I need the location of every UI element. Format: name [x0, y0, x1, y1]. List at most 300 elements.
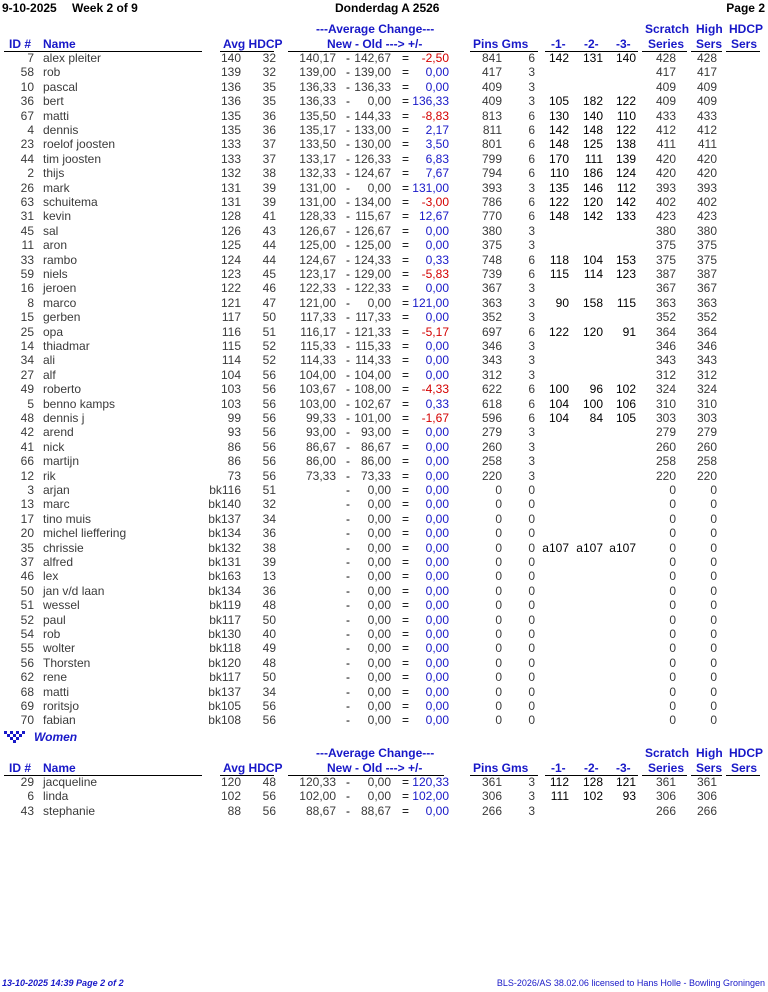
cell-high: 312	[696, 367, 717, 382]
cell-name: matti	[43, 684, 70, 699]
cell-id: 6	[27, 789, 34, 804]
table-row	[0, 555, 768, 569]
header-game-2: -2-	[584, 37, 599, 51]
cell-pins: 811	[482, 123, 502, 137]
cell-old: 0,00	[367, 583, 391, 598]
cell-g1: 135	[548, 180, 569, 195]
cell-avg: bk134	[208, 583, 241, 598]
cell-gms: 0	[528, 555, 535, 569]
cell-name: Thorsten	[43, 655, 91, 670]
table-row	[0, 656, 768, 670]
cell-gms: 0	[528, 483, 535, 497]
cell-hdcp: 43	[262, 223, 276, 238]
cell-diff: 102,00	[412, 789, 449, 804]
cell-avg: 104	[220, 367, 241, 382]
cell-high: 0	[710, 583, 717, 598]
cell-pins: 380	[481, 223, 502, 238]
cell-name: jan v/d laan	[43, 583, 105, 598]
table-row	[0, 454, 768, 468]
cell-id: 5	[27, 396, 34, 411]
cell-high: 0	[710, 699, 717, 713]
cell-diff: 0,00	[425, 569, 449, 584]
cell-pins: 409	[481, 79, 502, 94]
cell-scr: 0	[669, 497, 676, 512]
cell-pins: 343	[481, 353, 502, 368]
league-title: Donderdag A 2526	[335, 1, 440, 15]
cell-old: 86,67	[360, 439, 391, 454]
cell-gms: 3	[528, 94, 535, 109]
cell-g3: 110	[616, 108, 636, 123]
cell-id: 46	[20, 569, 34, 584]
cell-new: 115,33	[300, 339, 336, 353]
cell-new: 123,17	[299, 267, 336, 281]
cell-g3: 153	[615, 252, 636, 267]
cell-scr: 375	[655, 252, 676, 267]
cell-old: 0,00	[367, 497, 391, 512]
cell-g3: 122	[615, 123, 636, 137]
cell-scr: 0	[669, 555, 676, 569]
header-id: ID #	[9, 761, 32, 775]
cell-id: 36	[20, 94, 34, 109]
cell-avg: 122	[220, 281, 241, 296]
separator: =	[402, 324, 410, 339]
header-scratch: Scratch	[645, 746, 690, 760]
cell-old: 0,00	[367, 627, 391, 641]
cell-gms: 3	[528, 775, 535, 789]
separator: -	[346, 180, 350, 195]
separator: -	[346, 555, 350, 569]
cell-old: 0,00	[367, 569, 391, 584]
table-row	[0, 238, 768, 252]
cell-g3: 106	[615, 396, 636, 411]
separator: =	[402, 195, 410, 209]
cell-new: 88,67	[305, 803, 336, 818]
cell-name: roritsjo	[43, 699, 80, 713]
separator: -	[346, 195, 350, 209]
separator: -	[346, 123, 350, 137]
cell-avg: 126	[220, 223, 241, 238]
cell-avg: 99	[227, 411, 241, 425]
cell-diff: 0,00	[425, 353, 449, 368]
cell-gms: 6	[528, 108, 535, 123]
cell-id: 62	[20, 670, 34, 685]
cell-pins: 801	[481, 137, 502, 152]
separator: -	[346, 108, 350, 123]
separator: =	[402, 655, 410, 670]
cell-name: tim joosten	[43, 151, 102, 166]
cell-pins: 0	[495, 583, 502, 598]
cell-old: 136,33	[354, 79, 391, 94]
cell-old: 73,33	[360, 468, 391, 483]
table-row	[0, 281, 768, 295]
cell-pins: 346	[481, 339, 502, 353]
cell-hdcp: 48	[262, 598, 276, 613]
separator: -	[346, 353, 350, 368]
separator: =	[402, 123, 410, 137]
cell-pins: 748	[481, 252, 502, 267]
cell-name: lex	[43, 569, 59, 584]
cell-diff: -1,67	[421, 411, 449, 425]
separator: =	[402, 79, 410, 94]
cell-old: 0,00	[367, 641, 391, 656]
cell-high: 0	[710, 511, 717, 526]
cell-hdcp: 56	[262, 699, 276, 713]
cell-g3: 133	[615, 209, 636, 224]
cell-scr: 310	[655, 396, 676, 411]
cell-old: 115,33	[355, 339, 391, 353]
cell-high: 0	[710, 526, 717, 541]
cell-gms: 3	[528, 295, 535, 310]
cell-gms: 6	[528, 166, 535, 181]
cell-hdcp: 50	[262, 670, 276, 685]
cell-pins: 367	[481, 281, 502, 296]
separator: -	[346, 641, 350, 656]
table-row	[0, 253, 768, 267]
cell-old: 88,67	[360, 803, 391, 818]
cell-pins: 0	[495, 497, 502, 512]
cell-gms: 6	[528, 396, 535, 411]
separator: =	[402, 252, 410, 267]
cell-g2: 102	[582, 789, 603, 804]
cell-old: 102,67	[354, 396, 391, 411]
cell-hdcp: 38	[262, 540, 276, 555]
cell-hdcp: 56	[262, 454, 276, 469]
cell-scr: 0	[669, 569, 676, 584]
separator: =	[402, 295, 410, 310]
cell-high: 387	[696, 267, 717, 281]
cell-pins: 0	[495, 555, 502, 569]
cell-scr: 411	[656, 137, 676, 152]
cell-g2: 140	[582, 108, 603, 123]
cell-old: 0,00	[367, 598, 391, 613]
table-row	[0, 310, 768, 324]
cell-id: 45	[20, 223, 34, 238]
cell-high: 0	[710, 569, 717, 584]
header-series: Series	[648, 761, 685, 775]
cell-high: 375	[696, 238, 717, 253]
header-game-2: -2-	[584, 761, 599, 775]
table-row	[0, 382, 768, 396]
separator: -	[346, 468, 350, 483]
cell-scr: 0	[669, 655, 676, 670]
cell-diff: 0,00	[425, 65, 449, 80]
cell-id: 51	[20, 598, 34, 613]
cell-avg: bk108	[208, 713, 241, 728]
cell-name: ali	[43, 353, 56, 368]
cell-gms: 3	[528, 281, 535, 296]
cell-avg: bk140	[208, 497, 241, 512]
cell-scr: 433	[655, 108, 676, 123]
table-row	[0, 541, 768, 555]
cell-diff: 0,00	[425, 223, 449, 238]
cell-g1: 100	[548, 382, 569, 397]
cell-old: 0,00	[367, 295, 391, 310]
separator: -	[346, 789, 350, 804]
cell-hdcp: 36	[262, 526, 276, 541]
cell-gms: 6	[528, 411, 535, 425]
cell-scr: 0	[669, 598, 676, 613]
cell-high: 346	[696, 339, 717, 353]
table-row	[0, 325, 768, 339]
cell-high: 310	[696, 396, 717, 411]
cell-gms: 6	[528, 151, 535, 166]
cell-new: 114,33	[300, 353, 336, 368]
header-new-old: New - Old ---> +/-	[327, 37, 423, 51]
separator: =	[402, 612, 410, 627]
cell-name: roelof joosten	[43, 137, 116, 152]
checkered-flag-icon	[4, 731, 26, 743]
cell-old: 108,00	[354, 382, 391, 397]
cell-g2: 148	[582, 123, 603, 137]
cell-avg: bk131	[208, 555, 241, 569]
cell-pins: 393	[481, 180, 502, 195]
cell-diff: 120,33	[412, 775, 449, 789]
cell-pins: 279	[481, 425, 502, 440]
header-pins-gms: Pins Gms	[473, 761, 529, 775]
cell-g3: 121	[615, 775, 636, 789]
cell-scr: 0	[669, 583, 676, 598]
separator: =	[402, 497, 410, 512]
cell-scr: 423	[655, 209, 676, 224]
cell-old: 124,67	[354, 166, 391, 181]
cell-scr: 303	[655, 411, 676, 425]
cell-name: linda	[43, 789, 69, 804]
cell-new: 131,00	[299, 180, 336, 195]
cell-diff: 0,00	[425, 612, 449, 627]
cell-id: 33	[20, 252, 34, 267]
cell-g2: 120	[582, 324, 603, 339]
table-row	[0, 569, 768, 583]
header-game-1: -1-	[551, 37, 566, 51]
cell-name: rob	[43, 627, 61, 641]
cell-g3: 105	[615, 411, 636, 425]
cell-high: 0	[710, 555, 717, 569]
cell-name: pascal	[43, 79, 78, 94]
cell-g1: 110	[549, 166, 569, 181]
cell-g1: 148	[548, 137, 569, 152]
cell-id: 49	[20, 382, 34, 397]
cell-g3: 138	[615, 137, 636, 152]
cell-avg: bk119	[209, 598, 241, 613]
cell-name: niels	[43, 267, 68, 281]
separator: =	[402, 555, 410, 569]
cell-avg: bk134	[208, 526, 241, 541]
cell-diff: 0,00	[425, 497, 449, 512]
cell-scr: 409	[655, 94, 676, 109]
cell-pins: 0	[495, 511, 502, 526]
cell-pins: 813	[481, 108, 502, 123]
table-row	[0, 584, 768, 598]
cell-diff: 0,00	[425, 439, 449, 454]
cell-old: 0,00	[367, 789, 391, 804]
cell-old: 0,00	[367, 713, 391, 728]
cell-scr: 352	[655, 310, 676, 325]
cell-pins: 841	[481, 51, 502, 65]
table-row	[0, 339, 768, 353]
cell-gms: 0	[528, 641, 535, 656]
cell-high: 220	[696, 468, 717, 483]
table-row	[0, 789, 768, 803]
cell-old: 0,00	[367, 555, 391, 569]
separator: =	[402, 94, 410, 109]
cell-high: 364	[696, 324, 717, 339]
cell-name: rob	[43, 65, 61, 80]
cell-pins: 409	[481, 94, 502, 109]
cell-diff: 0,00	[425, 803, 449, 818]
cell-high: 411	[697, 137, 717, 152]
cell-high: 0	[710, 655, 717, 670]
header-game-1: -1-	[551, 761, 566, 775]
cell-name: fabian	[43, 713, 76, 728]
table-row	[0, 613, 768, 627]
cell-pins: 260	[481, 439, 502, 454]
header-high: High	[696, 22, 723, 36]
cell-id: 50	[20, 583, 34, 598]
cell-avg: 121	[220, 295, 241, 310]
cell-name: arjan	[43, 483, 70, 497]
cell-hdcp: 48	[262, 655, 276, 670]
cell-new: 122,33	[299, 281, 336, 296]
cell-diff: 0,00	[425, 281, 449, 296]
cell-scr: 266	[655, 803, 676, 818]
cell-g3: 122	[615, 94, 636, 109]
cell-id: 35	[20, 540, 34, 555]
cell-hdcp: 56	[262, 382, 276, 397]
cell-name: mark	[43, 180, 70, 195]
separator: =	[402, 223, 410, 238]
cell-g3: 112	[616, 180, 636, 195]
separator: =	[402, 180, 410, 195]
cell-scr: 412	[655, 123, 676, 137]
section-women	[0, 729, 300, 745]
cell-scr: 364	[655, 324, 676, 339]
cell-gms: 3	[528, 180, 535, 195]
cell-name: alex pleiter	[43, 51, 102, 65]
table-row	[0, 195, 768, 209]
cell-hdcp: 34	[262, 511, 276, 526]
cell-pins: 770	[481, 209, 502, 224]
cell-old: 144,33	[354, 108, 391, 123]
cell-id: 16	[20, 281, 34, 296]
cell-scr: 279	[655, 425, 676, 440]
cell-scr: 0	[669, 670, 676, 685]
cell-scr: 393	[655, 180, 676, 195]
separator: =	[402, 310, 410, 325]
cell-old: 114,33	[355, 353, 391, 368]
cell-new: 135,50	[299, 108, 336, 123]
cell-scr: 312	[655, 367, 676, 382]
cell-g1: 104	[548, 411, 569, 425]
cell-new: 120,33	[299, 775, 336, 789]
header-hdcp: HDCP	[729, 22, 764, 36]
cell-pins: 306	[481, 789, 502, 804]
cell-avg: 133	[220, 151, 241, 166]
cell-old: 0,00	[367, 699, 391, 713]
cell-avg: 103	[220, 396, 241, 411]
cell-g1: 130	[548, 108, 569, 123]
table-row	[0, 368, 768, 382]
cell-old: 126,67	[354, 223, 391, 238]
cell-new: 140,17	[299, 51, 336, 65]
cell-hdcp: 47	[262, 295, 276, 310]
cell-diff: 0,00	[425, 238, 449, 253]
separator: -	[346, 238, 350, 253]
cell-gms: 3	[528, 339, 535, 353]
cell-gms: 0	[528, 583, 535, 598]
cell-old: 142,67	[354, 51, 391, 65]
cell-g3: 102	[615, 382, 636, 397]
cell-scr: 0	[669, 684, 676, 699]
cell-new: 126,67	[299, 223, 336, 238]
cell-g2: 96	[589, 382, 603, 397]
cell-diff: 3,50	[425, 137, 449, 152]
cell-hdcp: 36	[262, 108, 276, 123]
header-sers: Sers	[696, 37, 723, 51]
cell-diff: 2,17	[425, 123, 449, 137]
cell-scr: 324	[655, 382, 676, 397]
separator: =	[402, 684, 410, 699]
cell-id: 11	[21, 238, 34, 253]
cell-g3: 115	[616, 295, 636, 310]
cell-scr: 375	[655, 238, 676, 253]
cell-high: 0	[710, 540, 717, 555]
cell-hdcp: 35	[262, 79, 276, 94]
cell-scr: 0	[669, 511, 676, 526]
cell-scr: 0	[669, 612, 676, 627]
cell-g3: 140	[615, 51, 636, 65]
separator: =	[402, 267, 410, 281]
cell-g2: 120	[582, 195, 603, 209]
cell-pins: 312	[481, 367, 502, 382]
cell-diff: 6,83	[425, 151, 449, 166]
cell-high: 303	[696, 411, 717, 425]
separator: =	[402, 166, 410, 181]
cell-scr: 258	[655, 454, 676, 469]
cell-pins: 0	[495, 713, 502, 728]
cell-avg: 135	[220, 108, 241, 123]
cell-g3: 139	[615, 151, 636, 166]
cell-id: 66	[20, 454, 34, 469]
cell-diff: 0,00	[425, 583, 449, 598]
cell-diff: 0,00	[425, 641, 449, 656]
cell-name: arend	[43, 425, 74, 440]
cell-new: 86,00	[305, 454, 336, 469]
cell-scr: 346	[655, 339, 676, 353]
table-row	[0, 685, 768, 699]
table-row	[0, 497, 768, 511]
cell-gms: 3	[528, 439, 535, 454]
separator: -	[346, 627, 350, 641]
cell-avg: 125	[220, 238, 241, 253]
cell-gms: 3	[528, 65, 535, 80]
cell-new: 93,00	[305, 425, 336, 440]
cell-hdcp: 56	[262, 367, 276, 382]
cell-name: gerben	[43, 310, 81, 325]
cell-gms: 0	[528, 699, 535, 713]
cell-avg: 86	[227, 454, 241, 469]
cell-high: 367	[696, 281, 717, 296]
cell-gms: 6	[528, 382, 535, 397]
cell-pins: 266	[481, 803, 502, 818]
cell-name: tino muis	[43, 511, 92, 526]
cell-id: 27	[20, 367, 34, 382]
cell-avg: 133	[220, 137, 241, 152]
cell-diff: 0,00	[425, 598, 449, 613]
cell-high: 279	[696, 425, 717, 440]
table-row	[0, 152, 768, 166]
cell-hdcp: 39	[262, 555, 276, 569]
cell-old: 125,00	[354, 238, 391, 253]
